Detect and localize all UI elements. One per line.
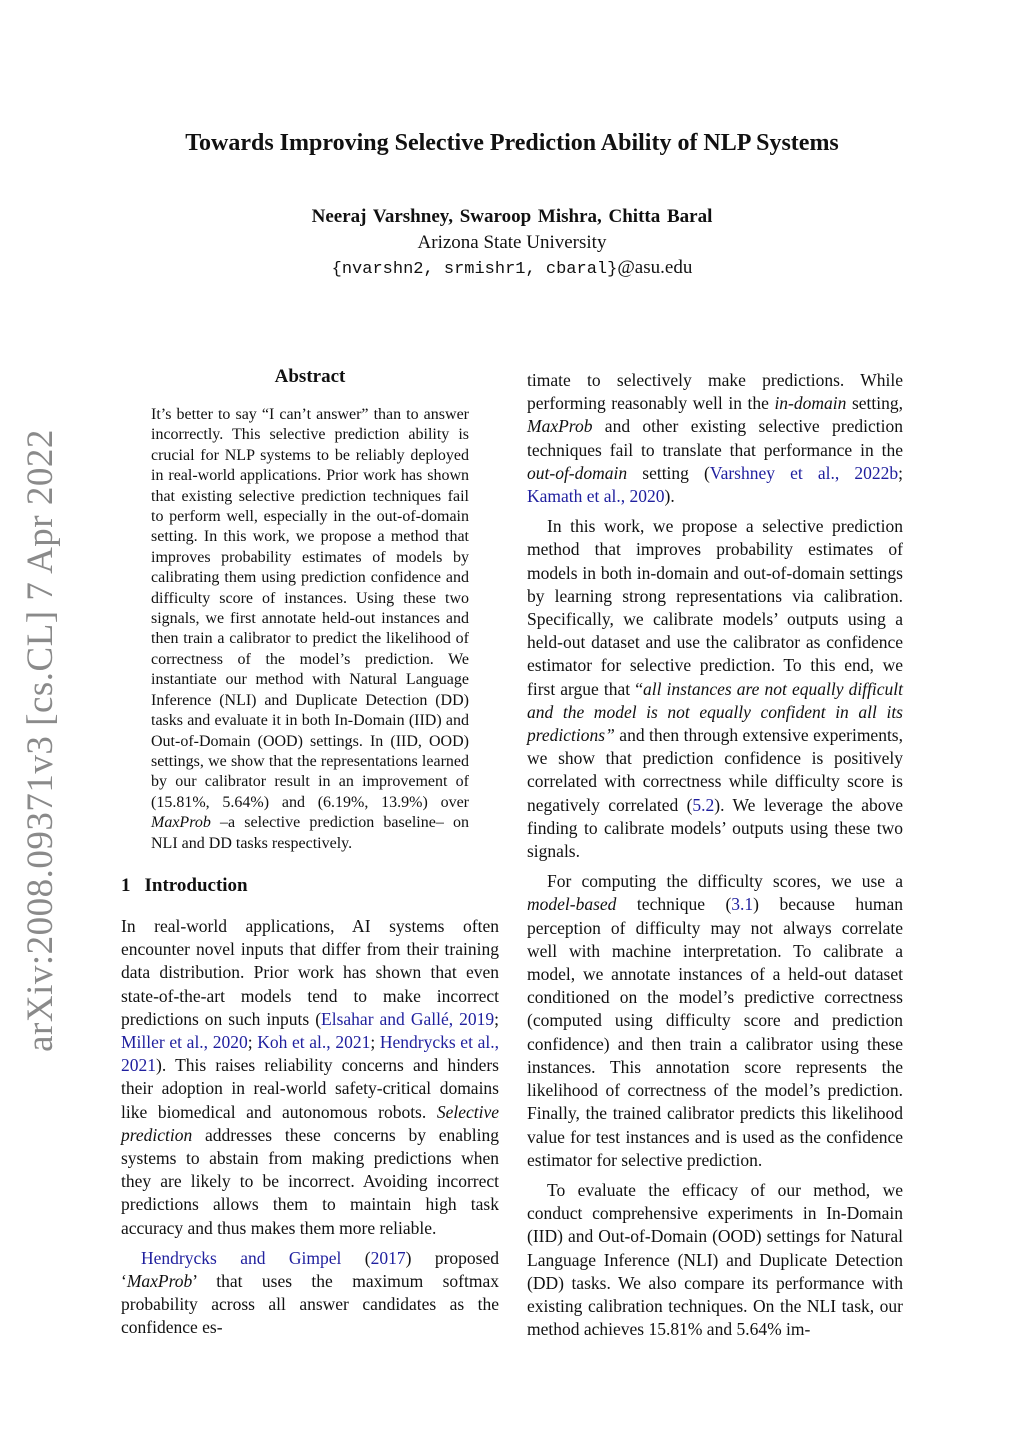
abstract-text bbox=[151, 405, 469, 854]
citation-link[interactable]: Kamath et al., 2020 bbox=[527, 486, 665, 507]
intro-paragraph-1: In real-world applications, AI systems often encounter novel inputs that differ from their training data distribution. Prior work has shown that even state-of-the-art models tend to make incorrect predictions on such inputs (Elsahar and Gallé, 2019; Miller et al., 2020; Koh et al., 2021; Hendrycks et al., 2021). This raises reliability concerns and hinders their adoption in real-world safety-critical domains like biomedical and autonomous robots. Selective prediction addresses these concerns by enabling systems to abstain from making predictions when they are likely to be incorrect. Avoiding incorrect predictions allows them to maintain high task accuracy and thus makes them more reliable. bbox=[121, 915, 500, 1238]
intro-p2-emphasis: MaxProb bbox=[126, 1270, 193, 1291]
right-paragraph-4: To evaluate the efficacy of our method, we conduct comprehensive experiments in In-Domain (IID) and Out-of-Domain (OOD) settings for Natural Language Inference (NLI) and Duplicate Detection (DD) tasks. We also compare its performance with existing calibration techniques. On the NLI task, our method achieves 15.81% and 5.64% im- bbox=[527, 1179, 903, 1340]
abstract-tail: –a selective prediction baseline– on NLI and DD tasks respectively. bbox=[151, 814, 469, 852]
section-heading-introduction bbox=[121, 875, 499, 897]
intro-p2-text: proposed ‘ bbox=[121, 1247, 499, 1291]
right-p1-text: timate to selectively make predictions. While performing reasonably well in the bbox=[527, 370, 903, 414]
authors: Neeraj Varshney, Swaroop Mishra, Chitta Baral bbox=[311, 206, 713, 227]
citation-link[interactable]: Hendrycks et al., 2021 bbox=[121, 1031, 499, 1076]
citation-link[interactable]: Elsahar and Gallé, 2019 bbox=[321, 1008, 495, 1029]
citation-link[interactable]: Miller et al., 2020 bbox=[121, 1031, 248, 1052]
intro-p1-text: addresses these concerns by enabling systems to abstain from making predictions when they are likely to be incorrect. Avoiding incorrect predictions allows them to maintain high task accuracy and thus makes them more reliable. bbox=[121, 1124, 499, 1238]
right-paragraph-2 bbox=[527, 515, 903, 863]
citation-link[interactable]: Koh et al., 2021 bbox=[257, 1031, 371, 1052]
right-column bbox=[527, 369, 903, 1341]
section-ref-link[interactable]: 5.2 bbox=[692, 794, 715, 815]
section-ref-link[interactable]: 3.1 bbox=[731, 894, 754, 915]
abstract-heading: Abstract bbox=[274, 366, 346, 387]
arxiv-identifier bbox=[10, 430, 70, 1050]
arxiv-identifier-text: arXiv:2008.09371v3 [cs.CL] 7 Apr 2022 bbox=[19, 428, 61, 1052]
author-emails bbox=[0, 257, 1024, 279]
right-p1-emphasis: out-of-domain bbox=[527, 462, 628, 483]
section-number: 1 bbox=[121, 874, 131, 896]
intro-p1-text: ). This raises reliability concerns and hinders their adoption in real-world safety-critical domains like biomedical and autonomous robots. bbox=[121, 1055, 499, 1122]
intro-p2-text: ’ that uses the maximum softmax probability across all answer candidates as the confidence es- bbox=[121, 1270, 499, 1338]
right-p2-text: In this work, we propose a selective prediction method that improves probability estimates of models in both in-domain and out-of-domain settings by learning strong representations via calibration. Specifically, we calibrate models’ outputs using a held-out dataset and use the calibrator as confidence estimator for selective prediction. To this end, we first argue that “ bbox=[527, 516, 903, 699]
email-domain: @asu.edu bbox=[617, 257, 693, 278]
right-paragraph-1: timate to selectively make predictions. While performing reasonably well in the in-domain setting, MaxProb and other existing selective prediction techniques fail to translate that performance in the out-of-domain setting (Varshney et al., 2022b; Kamath et al., 2020). bbox=[527, 370, 903, 507]
right-p3-text: ) because human perception of difficulty may not always correlate well with machine interpretation. To calibrate a model, we annotate instances of a held-out dataset conditioned on the model’s predictive correctness (computed using difficulty score and prediction confidence) and then train a calibrator using these instances. This annotation score represents the likelihood of correctness of the model’s prediction. Finally, the trained calibrator predicts this likelihood value for test instances and is used as the confidence estimator for selective prediction. bbox=[527, 894, 904, 1170]
right-p1-text: ). bbox=[664, 486, 675, 507]
left-column bbox=[121, 366, 499, 1340]
right-paragraph-3 bbox=[527, 870, 903, 1172]
section-title: Introduction bbox=[144, 874, 248, 896]
right-p1-text: setting, bbox=[846, 393, 903, 414]
email-usernames: {nvarshn2, srmishr1, cbaral} bbox=[331, 260, 618, 279]
right-p3-text: technique ( bbox=[616, 894, 732, 915]
citation-year-link[interactable]: 2017 bbox=[370, 1247, 406, 1268]
citation-link[interactable]: Varshney et al., 2022b bbox=[709, 462, 899, 483]
affiliation: Arizona State University bbox=[417, 232, 607, 253]
intro-p1-text: In real-world applications, AI systems often encounter novel inputs that differ from their training data distribution. Prior work has shown that even state-of-the-art models tend to make incorrect predictions on such inputs ( bbox=[121, 915, 499, 1029]
right-p2-text: ). We leverage the above finding to calibrate models’ outputs using these two signals. bbox=[527, 794, 903, 862]
right-p1-emphasis: in-domain bbox=[774, 393, 847, 414]
abstract-body: It’s better to say “I can’t answer” than to answer incorrectly. This selective prediction ability is crucial for NLP systems to be reliably deployed in real-world applications. Prior work has shown that existing selective prediction techniques fail to perform well, especially in the out-of-domain setting. In this work, we propose a method that improves probability estimates of models by calibrating them using prediction confidence and difficulty score of instances. Using these two signals, we first annotate held-out instances and then train a calibrator to predict the likelihood of correctness of the model’s prediction. We instantiate our method with Natural Language Inference (NLI) and Duplicate Detection (DD) tasks and evaluate it in both In-Domain (IID) and Out-of-Domain (OOD) settings. In (IID, OOD) settings, we show that the representations learned by our calibrator result in an improvement of (15.81%, 5.64%) and (6.19%, 13.9%) over bbox=[151, 406, 469, 811]
intro-paragraph-2: Hendrycks and Gimpel (2017) proposed ‘MaxProb’ that uses the maximum softmax probability across all answer candidates as the confidence es- bbox=[121, 1247, 499, 1338]
citation-link[interactable]: Hendrycks and Gimpel bbox=[141, 1247, 342, 1268]
intro-p1-emphasis: Selective prediction bbox=[121, 1101, 500, 1145]
right-p2-text: and then through extensive experiments, we show that prediction confidence is positively correlated with correctness while difficulty score is negatively correlated ( bbox=[527, 725, 903, 815]
right-p2-emphasis: all instances are not equally difficult and the model is not equally confident in all its predictions” bbox=[527, 678, 904, 746]
paper-title: Towards Improving Selective Prediction Ability of NLP Systems bbox=[185, 130, 839, 156]
right-p3-text: For computing the difficulty scores, we use a bbox=[547, 871, 903, 892]
abstract-maxprob: MaxProb bbox=[151, 814, 211, 832]
right-p1-text: and other existing selective prediction techniques fail to translate that performance in the bbox=[527, 416, 903, 460]
right-p1-text: setting ( bbox=[627, 462, 710, 483]
right-p3-emphasis: model-based bbox=[527, 894, 617, 915]
right-p1-emphasis: MaxProb bbox=[527, 416, 593, 437]
